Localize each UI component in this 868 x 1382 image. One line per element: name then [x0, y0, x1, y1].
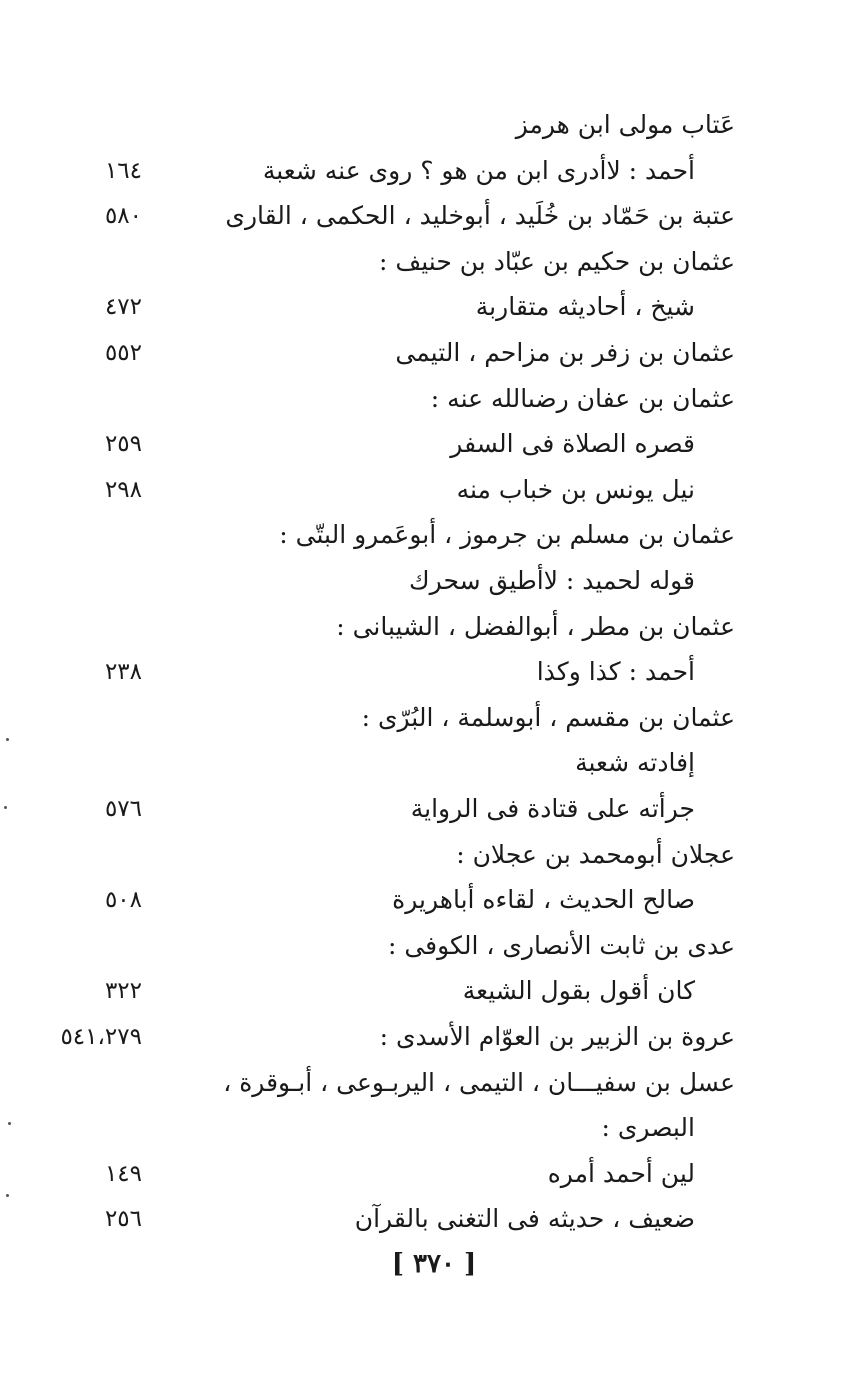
index-entry-subitem — [0, 968, 868, 1014]
index-entry-heading — [0, 239, 868, 285]
index-entry-heading — [0, 695, 868, 741]
index-entry-heading — [0, 102, 868, 148]
entry-text: عَتاب مولى ابن هرمز — [515, 110, 735, 139]
entry-page-ref: ٢٣٨ — [104, 659, 142, 686]
entry-text: عتبة بن حَمّاد بن خُلَيد ، أبوخليد ، الحكمى ، القارى — [225, 201, 735, 231]
entry-page-ref: ٤٧٢ — [104, 294, 142, 321]
entry-text: عسل بن سفيـــان ، التيمى ، اليربـوعى ، أبـوقرة ، — [223, 1067, 735, 1097]
entry-page-ref: ١٤٩ — [104, 1160, 142, 1187]
index-entry-heading — [0, 193, 868, 239]
entry-page-ref: ٢٥٩ — [104, 431, 142, 458]
index-entry-subitem — [0, 1105, 868, 1151]
entry-page-ref: ٥٤١،٢٧٩ — [60, 1024, 142, 1050]
entry-page-ref: ٢٥٦ — [104, 1206, 142, 1233]
page-number: [ ٣٧٠ ] — [391, 1249, 477, 1279]
entry-text: جرأته على قتادة فى الرواية — [410, 794, 695, 823]
entry-text: نيل يونس بن خباب منه — [456, 474, 695, 504]
index-entry-heading — [0, 1014, 868, 1060]
index-entry-subitem — [0, 1196, 868, 1242]
index-entry-subitem — [0, 877, 868, 923]
entry-page-ref: ٥٠٨ — [104, 887, 142, 914]
entry-text: قوله لحميد : لاأطيق سحرك — [409, 566, 695, 595]
index-entry-heading — [0, 832, 868, 878]
index-entry-heading — [0, 330, 868, 376]
entry-text: شيخ ، أحاديثه متقاربة — [475, 292, 695, 322]
entry-text: ضعيف ، حديثه فى التغنى بالقرآن — [354, 1204, 695, 1234]
index-entry-subitem — [0, 786, 868, 832]
index-entry-subitem — [0, 284, 868, 330]
entry-page-ref: ٥٥٢ — [104, 340, 142, 366]
entry-text: لين أحمد أمره — [547, 1158, 695, 1188]
index-entry-heading — [0, 512, 868, 558]
scan-speck — [4, 806, 7, 809]
index-entry-subitem — [0, 148, 868, 194]
index-entry-subitem — [0, 467, 868, 513]
index-entry-subitem — [0, 1151, 868, 1197]
entry-text: أحمد : لاأدرى ابن من هو ؟ روى عنه شعبة — [262, 155, 695, 185]
index-entry-heading — [0, 376, 868, 422]
entry-text: عروة بن الزبير بن العوّام الأسدى : — [379, 1022, 735, 1051]
entry-text: عجلان أبومحمد بن عجلان : — [456, 839, 735, 869]
index-entry-subitem — [0, 649, 868, 695]
entry-page-ref: ٢٩٨ — [104, 476, 142, 503]
entry-page-ref: ٣٢٢ — [104, 978, 142, 1005]
entry-page-ref: ٥٧٦ — [104, 796, 142, 822]
entry-text: البصرى : — [601, 1113, 695, 1143]
index-entry-heading — [0, 1060, 868, 1106]
entry-text: إفادته شعبة — [575, 748, 695, 778]
entry-text: عثمان بن مطر ، أبوالفضل ، الشيبانى : — [336, 611, 735, 641]
entry-page-ref: ٥٨٠ — [104, 203, 142, 230]
scan-speck — [6, 1194, 9, 1197]
entry-text: كان أقول بقول الشيعة — [462, 976, 695, 1006]
entry-text: عثمان بن عفان رضىالله عنه : — [430, 383, 735, 413]
entry-text: عدى بن ثابت الأنصارى ، الكوفى : — [387, 930, 735, 960]
index-entry-heading — [0, 923, 868, 969]
entry-page-ref: ١٦٤ — [104, 157, 142, 184]
entry-text: عثمان بن مقسم ، أبوسلمة ، البُرّى : — [361, 702, 735, 732]
index-entry-subitem — [0, 740, 868, 786]
entry-text: صالح الحديث ، لقاءه أباهريرة — [392, 885, 695, 915]
index-entry-subitem — [0, 558, 868, 604]
entry-text: عثمان بن مسلم بن جرموز ، أبوعَمرو البتّى : — [279, 520, 735, 550]
entry-text: أحمد : كذا وكذا — [536, 657, 695, 687]
entry-text: عثمان بن حكيم بن عبّاد بن حنيف : — [379, 246, 735, 276]
index-entry-heading — [0, 604, 868, 650]
entry-text: عثمان بن زفر بن مزاحم ، التيمى — [395, 338, 735, 367]
scan-speck — [8, 1122, 11, 1125]
scan-speck — [6, 738, 9, 741]
entry-text: قصره الصلاة فى السفر — [450, 429, 695, 459]
index-entry-subitem — [0, 421, 868, 467]
